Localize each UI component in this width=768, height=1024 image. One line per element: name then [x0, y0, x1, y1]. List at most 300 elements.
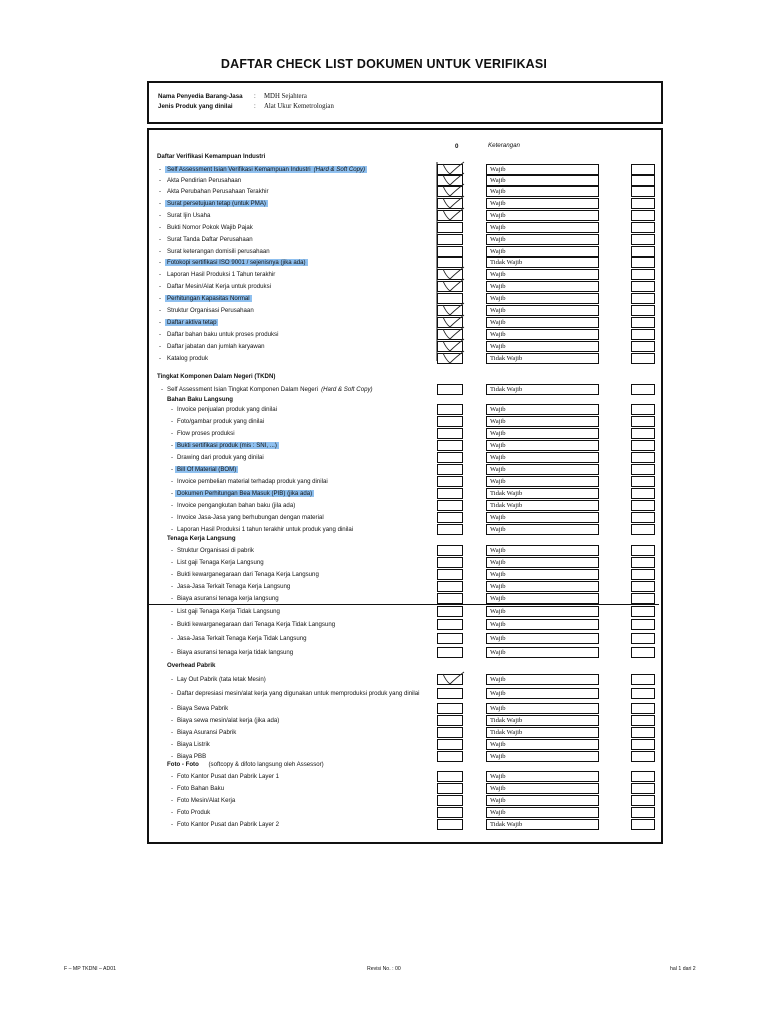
- keterangan-cell: Tidak Wajib: [486, 257, 599, 268]
- bullet-dash: -: [170, 621, 174, 628]
- keterangan-cell: Wajib: [486, 281, 599, 292]
- checkbox[interactable]: [437, 293, 463, 304]
- item-label: [165, 259, 308, 266]
- item-label: [167, 331, 278, 338]
- keterangan-cell: Wajib: [486, 688, 599, 699]
- checkbox[interactable]: [437, 476, 463, 487]
- checkbox[interactable]: [437, 512, 463, 523]
- supplier-row: [158, 93, 307, 100]
- item-text: Bukti Nomor Pokok Wajib Pajak: [167, 224, 253, 231]
- keterangan-cell: Wajib: [486, 593, 599, 604]
- checkbox[interactable]: [437, 210, 463, 221]
- remark-box[interactable]: [631, 727, 655, 738]
- remark-box[interactable]: [631, 807, 655, 818]
- remark-box[interactable]: [631, 317, 655, 328]
- item-label: [177, 717, 279, 724]
- checkbox[interactable]: [437, 164, 463, 175]
- item-label: [177, 785, 224, 792]
- item-text: Surat Ijin Usaha: [167, 212, 211, 219]
- item-label: [177, 418, 264, 425]
- remark-box[interactable]: [631, 428, 655, 439]
- remark-box[interactable]: [631, 703, 655, 714]
- item-label: [177, 690, 420, 697]
- bullet-dash: -: [158, 224, 162, 231]
- keterangan-cell: Tidak Wajib: [486, 500, 599, 511]
- checkbox[interactable]: [437, 341, 463, 352]
- item-label: [175, 442, 279, 449]
- checkbox[interactable]: [437, 807, 463, 818]
- item-label: [177, 649, 293, 656]
- item-text: Drawing dari produk yang dinilai: [177, 454, 264, 461]
- checkbox[interactable]: [437, 500, 463, 511]
- item-text: Foto Mesin/Alat Kerja: [177, 797, 236, 804]
- header-box: [147, 81, 663, 124]
- bullet-dash: -: [170, 514, 174, 521]
- item-label: [177, 797, 235, 804]
- remark-box[interactable]: [631, 476, 655, 487]
- foto-note: (softcopy & difoto langsung oleh Assessor): [208, 761, 324, 768]
- item-text: Fotokopi sertifikasi ISO 9001 / sejenisnya (jika ada): [167, 259, 306, 266]
- foto-label: Foto - Foto: [167, 761, 199, 768]
- item-label: [177, 621, 335, 628]
- item-label: [167, 236, 253, 243]
- item-label: [177, 773, 279, 780]
- item-label: [177, 741, 210, 748]
- section-verifikasi: Daftar Verifikasi Kemampuan Industri: [157, 153, 266, 160]
- bullet-dash: -: [170, 773, 174, 780]
- bullet-dash: -: [170, 676, 174, 683]
- remark-box[interactable]: [631, 452, 655, 463]
- subsection-tenaga-kerja: Tenaga Kerja Langsung: [167, 535, 236, 542]
- bullet-dash: -: [170, 608, 174, 615]
- bullet-dash: -: [170, 649, 174, 656]
- item-text: Invoice pengangkutan bahan baku (jila ada): [177, 502, 296, 509]
- item-text: Daftar Mesin/Alat Kerja untuk produksi: [167, 283, 271, 290]
- bullet-dash: -: [170, 705, 174, 712]
- remark-box[interactable]: [631, 500, 655, 511]
- checkbox[interactable]: [437, 715, 463, 726]
- item-text: Surat persetujuan tetap (untuk PMA): [167, 200, 266, 207]
- remark-box[interactable]: [631, 715, 655, 726]
- item-text: Invoice Jasa-Jasa yang berhubungan dengan material: [177, 514, 324, 521]
- bullet-dash: -: [158, 283, 162, 290]
- remark-box[interactable]: [631, 305, 655, 316]
- item-label: [167, 386, 373, 393]
- item-label: [165, 295, 252, 302]
- remark-box[interactable]: [631, 545, 655, 556]
- remark-box[interactable]: [631, 234, 655, 245]
- item-text: Foto/gambar produk yang dinilai: [177, 418, 265, 425]
- checkbox[interactable]: [437, 317, 463, 328]
- remark-box[interactable]: [631, 246, 655, 257]
- keterangan-cell: Tidak Wajib: [486, 353, 599, 364]
- checkbox[interactable]: [437, 569, 463, 580]
- keterangan-cell: Wajib: [486, 234, 599, 245]
- keterangan-cell: Wajib: [486, 198, 599, 209]
- remark-box[interactable]: [631, 269, 655, 280]
- product-label: Jenis Produk yang dinilai: [158, 103, 233, 110]
- subsection-foto: [167, 761, 324, 768]
- item-label: [177, 547, 254, 554]
- keterangan-cell: Wajib: [486, 739, 599, 750]
- item-label: [177, 583, 290, 590]
- keterangan-cell: Wajib: [486, 210, 599, 221]
- checkbox[interactable]: [437, 771, 463, 782]
- remark-box[interactable]: [631, 384, 655, 395]
- item-text: Surat keterangan domisili perusahaan: [167, 248, 270, 255]
- item-label: [167, 307, 254, 314]
- checkbox[interactable]: [437, 353, 463, 364]
- remark-box[interactable]: [631, 488, 655, 499]
- item-text: Bukti kewarganegaraan dari Tenaga Kerja Tidak Langsung: [177, 621, 336, 628]
- keterangan-cell: Wajib: [486, 476, 599, 487]
- bullet-dash: -: [170, 583, 174, 590]
- checkbox[interactable]: [437, 329, 463, 340]
- checkbox[interactable]: [437, 727, 463, 738]
- remark-box[interactable]: [631, 606, 655, 617]
- bullet-dash: -: [170, 466, 174, 473]
- bullet-dash: -: [170, 741, 174, 748]
- bullet-dash: -: [170, 809, 174, 816]
- footer-doc-code: F – MP TKDNI – AD01: [64, 966, 116, 972]
- item-text: Foto Produk: [177, 809, 211, 816]
- item-text: Biaya Sewa Pabrik: [177, 705, 229, 712]
- checkbox[interactable]: [437, 524, 463, 535]
- item-text: Struktur Organisasi Perusahaan: [167, 307, 254, 314]
- remark-box[interactable]: [631, 771, 655, 782]
- supplier-value: MDH Sejahtera: [264, 93, 307, 100]
- item-text: Daftar aktiva tetap: [167, 319, 217, 326]
- remark-box[interactable]: [631, 783, 655, 794]
- bullet-dash: -: [170, 729, 174, 736]
- item-text: Foto Kantor Pusat dan Pabrik Layer 2: [177, 821, 279, 828]
- remark-box[interactable]: [631, 222, 655, 233]
- checkbox[interactable]: [437, 739, 463, 750]
- page-title: DAFTAR CHECK LIST DOKUMEN UNTUK VERIFIKASI: [220, 57, 548, 71]
- checkbox[interactable]: [437, 751, 463, 762]
- keterangan-cell: Wajib: [486, 647, 599, 658]
- keterangan-cell: Wajib: [486, 512, 599, 523]
- remark-box[interactable]: [631, 164, 655, 175]
- bullet-dash: -: [158, 319, 162, 326]
- item-text: Invoice penjualan produk yang dinilai: [177, 406, 277, 413]
- remark-box[interactable]: [631, 404, 655, 415]
- item-label: [165, 200, 268, 207]
- keterangan-cell: Wajib: [486, 771, 599, 782]
- bullet-dash: -: [158, 295, 162, 302]
- column-header-zero: 0: [455, 143, 459, 150]
- item-label: [167, 188, 269, 195]
- footer-revision: Revisi No. : 00: [367, 966, 401, 972]
- item-label: [177, 809, 210, 816]
- keterangan-cell: Wajib: [486, 269, 599, 280]
- remark-box[interactable]: [631, 751, 655, 762]
- remark-box[interactable]: [631, 329, 655, 340]
- bullet-dash: -: [170, 785, 174, 792]
- item-label: [177, 406, 277, 413]
- remark-box[interactable]: [631, 175, 655, 186]
- bullet-dash: -: [170, 690, 174, 697]
- remark-box[interactable]: [631, 341, 655, 352]
- checkbox[interactable]: [437, 795, 463, 806]
- checkbox[interactable]: [437, 428, 463, 439]
- remark-box[interactable]: [631, 581, 655, 592]
- checkbox[interactable]: [437, 222, 463, 233]
- checkbox[interactable]: [437, 545, 463, 556]
- item-label: [175, 466, 238, 473]
- bullet-dash: -: [158, 355, 162, 362]
- item-text: Laporan Hasil Produksi 1 Tahun terakhir: [167, 271, 276, 278]
- item-label: [165, 319, 218, 326]
- item-text: Akta Perubahan Perusahaan Terakhir: [167, 188, 269, 195]
- item-label: [177, 676, 266, 683]
- checkbox[interactable]: [437, 674, 463, 685]
- item-label: [177, 559, 264, 566]
- keterangan-cell: Wajib: [486, 783, 599, 794]
- product-value: Alat Ukur Kemetrologian: [264, 103, 334, 110]
- checkbox[interactable]: [437, 452, 463, 463]
- item-label: [177, 454, 264, 461]
- checkbox[interactable]: [437, 557, 463, 568]
- item-text: Daftar jabatan dan jumlah karyawan: [167, 343, 265, 350]
- item-note: (Hard & Soft Copy): [321, 386, 373, 393]
- item-label: [167, 177, 241, 184]
- column-header-keterangan: Keterangan: [488, 142, 520, 149]
- item-text: List gaji Tenaga Kerja Tidak Langsung: [177, 608, 280, 615]
- checkbox[interactable]: [437, 175, 463, 186]
- bullet-dash: -: [170, 797, 174, 804]
- item-text: Biaya PBB: [177, 753, 207, 760]
- bullet-dash: -: [158, 177, 162, 184]
- bullet-dash: -: [170, 559, 174, 566]
- item-text: Self Assessment Isian Verifikasi Kemampuan Industri: [167, 166, 311, 173]
- bullet-dash: -: [170, 502, 174, 509]
- keterangan-cell: Wajib: [486, 416, 599, 427]
- footer-page: hal 1 dari 2: [670, 966, 696, 972]
- checkbox[interactable]: [437, 246, 463, 257]
- bullet-dash: -: [158, 307, 162, 314]
- checkbox[interactable]: [437, 281, 463, 292]
- item-label: [167, 343, 265, 350]
- remark-box[interactable]: [631, 569, 655, 580]
- bullet-dash: -: [170, 753, 174, 760]
- bullet-dash: -: [170, 490, 174, 497]
- item-label: [177, 729, 236, 736]
- item-text: Foto Kantor Pusat dan Pabrik Layer 1: [177, 773, 279, 780]
- item-text: Biaya sewa mesin/alat kerja (jika ada): [177, 717, 280, 724]
- remark-box[interactable]: [631, 593, 655, 604]
- bullet-dash: -: [170, 595, 174, 602]
- product-colon: :: [254, 103, 256, 110]
- section-tkdn: Tingkat Komponen Dalam Negeri (TKDN): [157, 373, 276, 380]
- keterangan-cell: Tidak Wajib: [486, 715, 599, 726]
- item-text: Surat Tanda Daftar Perusahaan: [167, 236, 253, 243]
- bullet-dash: -: [170, 406, 174, 413]
- keterangan-cell: Wajib: [486, 293, 599, 304]
- remark-box[interactable]: [631, 353, 655, 364]
- item-label: [175, 490, 314, 497]
- remark-box[interactable]: [631, 647, 655, 658]
- item-text: Biaya Listrik: [177, 741, 210, 748]
- remark-box[interactable]: [631, 440, 655, 451]
- item-text: Laporan Hasil Produksi 1 tahun terakhir untuk produk yang dinilai: [177, 526, 354, 533]
- checkbox[interactable]: [437, 198, 463, 209]
- bullet-dash: -: [158, 248, 162, 255]
- item-text: Bukti sertifikasi produk (mis : SNI, ...): [177, 442, 277, 449]
- keterangan-cell: Wajib: [486, 807, 599, 818]
- keterangan-cell: Tidak Wajib: [486, 727, 599, 738]
- keterangan-cell: Tidak Wajib: [486, 488, 599, 499]
- remark-box[interactable]: [631, 198, 655, 209]
- subsection-bahan-baku: Bahan Baku Langsung: [167, 396, 234, 403]
- checkbox[interactable]: [437, 464, 463, 475]
- keterangan-cell: Wajib: [486, 633, 599, 644]
- item-label: [177, 753, 206, 760]
- item-text: Biaya asuransi tenaga kerja langsung: [177, 595, 279, 602]
- keterangan-cell: Tidak Wajib: [486, 819, 599, 830]
- item-label: [167, 224, 253, 231]
- remark-box[interactable]: [631, 464, 655, 475]
- keterangan-cell: Tidak Wajib: [486, 384, 599, 395]
- keterangan-cell: Wajib: [486, 341, 599, 352]
- item-text: Foto Bahan Baku: [177, 785, 225, 792]
- item-text: Jasa-Jasa Terkait Tenaga Kerja Langsung: [177, 583, 291, 590]
- bullet-dash: -: [170, 821, 174, 828]
- checkbox[interactable]: [437, 581, 463, 592]
- checkbox[interactable]: [437, 633, 463, 644]
- keterangan-cell: Wajib: [486, 569, 599, 580]
- checkbox[interactable]: [437, 619, 463, 630]
- remark-box[interactable]: [631, 512, 655, 523]
- item-label: [177, 595, 279, 602]
- checkbox[interactable]: [437, 257, 463, 268]
- remark-box[interactable]: [631, 281, 655, 292]
- keterangan-cell: Wajib: [486, 428, 599, 439]
- item-label: [177, 705, 228, 712]
- item-label: [177, 430, 235, 437]
- item-text: List gaji Tenaga Kerja Langsung: [177, 559, 264, 566]
- bullet-dash: -: [170, 478, 174, 485]
- supplier-colon: :: [254, 93, 256, 100]
- checkbox[interactable]: [437, 688, 463, 699]
- checkbox[interactable]: [437, 488, 463, 499]
- keterangan-cell: Wajib: [486, 606, 599, 617]
- bullet-dash: -: [170, 571, 174, 578]
- keterangan-cell: Wajib: [486, 440, 599, 451]
- checkbox[interactable]: [437, 819, 463, 830]
- item-text: Biaya Asuransi Pabrik: [177, 729, 237, 736]
- remark-box[interactable]: [631, 739, 655, 750]
- bullet-dash: -: [158, 166, 162, 173]
- item-label: [177, 571, 319, 578]
- checkbox[interactable]: [437, 440, 463, 451]
- item-label: [177, 502, 295, 509]
- item-label: [177, 635, 307, 642]
- keterangan-cell: Wajib: [486, 186, 599, 197]
- checkbox[interactable]: [437, 416, 463, 427]
- keterangan-cell: Wajib: [486, 452, 599, 463]
- remark-box[interactable]: [631, 688, 655, 699]
- remark-box[interactable]: [631, 210, 655, 221]
- keterangan-cell: Wajib: [486, 524, 599, 535]
- checkbox[interactable]: [437, 647, 463, 658]
- checkbox[interactable]: [437, 404, 463, 415]
- checkbox[interactable]: [437, 783, 463, 794]
- bullet-dash: -: [170, 635, 174, 642]
- item-text: Self Assessment Isian Tingkat Komponen Dalam Negeri: [167, 386, 319, 393]
- keterangan-cell: Wajib: [486, 619, 599, 630]
- item-label: [167, 283, 271, 290]
- bullet-dash: -: [158, 236, 162, 243]
- keterangan-cell: Wajib: [486, 557, 599, 568]
- item-text: Struktur Organisasi di pabrik: [177, 547, 254, 554]
- keterangan-cell: Wajib: [486, 795, 599, 806]
- item-label: [167, 248, 270, 255]
- remark-box[interactable]: [631, 557, 655, 568]
- checkbox[interactable]: [437, 593, 463, 604]
- remark-box[interactable]: [631, 293, 655, 304]
- item-label: [177, 821, 279, 828]
- checkbox[interactable]: [437, 186, 463, 197]
- keterangan-cell: Wajib: [486, 674, 599, 685]
- bullet-dash: -: [158, 200, 162, 207]
- item-text: Invoice pembelian material terhadap produk yang dinilai: [177, 478, 328, 485]
- remark-box[interactable]: [631, 674, 655, 685]
- keterangan-cell: Wajib: [486, 329, 599, 340]
- item-label: [177, 478, 328, 485]
- bullet-dash: -: [170, 442, 174, 449]
- remark-box[interactable]: [631, 619, 655, 630]
- remark-box[interactable]: [631, 416, 655, 427]
- bullet-dash: -: [170, 418, 174, 425]
- bullet-dash: -: [158, 271, 162, 278]
- checkbox[interactable]: [437, 384, 463, 395]
- keterangan-cell: Wajib: [486, 751, 599, 762]
- bullet-dash: -: [158, 259, 162, 266]
- item-text: Jasa-Jasa Terkait Tenaga Kerja Tidak Langsung: [177, 635, 307, 642]
- keterangan-cell: Wajib: [486, 703, 599, 714]
- keterangan-cell: Wajib: [486, 464, 599, 475]
- item-text: Perhitungan Kapasitas Normal: [167, 295, 250, 302]
- item-text: Daftar bahan baku untuk proses produksi: [167, 331, 279, 338]
- item-label: [167, 271, 275, 278]
- bullet-dash: -: [158, 212, 162, 219]
- remark-box[interactable]: [631, 186, 655, 197]
- bullet-dash: -: [170, 430, 174, 437]
- item-text: Daftar depresiasi mesin/alat kerja yang digunakan untuk memproduksi produk yang dinilai: [177, 690, 420, 697]
- item-text: Dokumen Perhitungan Bea Masuk (PIB) (jika ada): [177, 490, 313, 497]
- keterangan-cell: Wajib: [486, 164, 599, 175]
- checkbox[interactable]: [437, 234, 463, 245]
- bullet-dash: -: [158, 331, 162, 338]
- remark-box[interactable]: [631, 795, 655, 806]
- supplier-label: Nama Penyedia Barang-Jasa: [158, 93, 243, 100]
- checkbox[interactable]: [437, 269, 463, 280]
- remark-box[interactable]: [631, 257, 655, 268]
- remark-box[interactable]: [631, 633, 655, 644]
- remark-box[interactable]: [631, 819, 655, 830]
- product-row: [158, 103, 334, 110]
- item-label: [167, 212, 210, 219]
- checkbox[interactable]: [437, 703, 463, 714]
- item-label: [177, 514, 324, 521]
- item-label: [177, 526, 353, 533]
- remark-box[interactable]: [631, 524, 655, 535]
- keterangan-cell: Wajib: [486, 404, 599, 415]
- item-text: Katalog produk: [167, 355, 208, 362]
- checkbox[interactable]: [437, 305, 463, 316]
- checkbox[interactable]: [437, 606, 463, 617]
